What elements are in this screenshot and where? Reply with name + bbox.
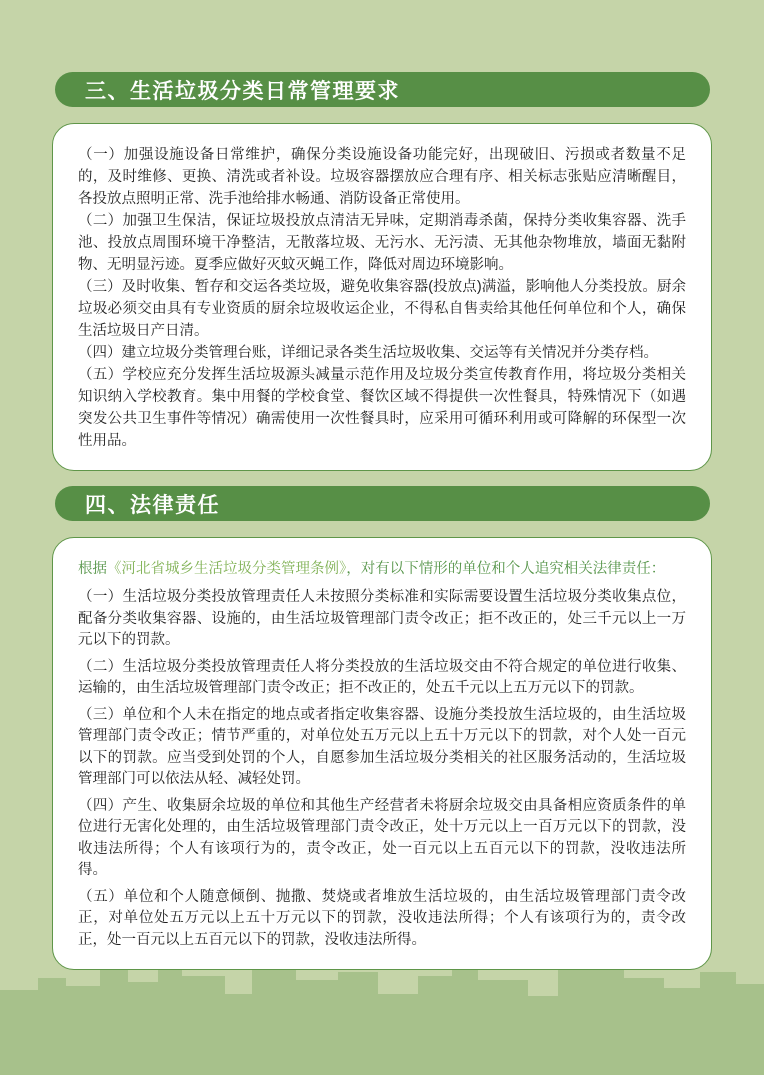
section-header-management <box>55 72 710 107</box>
management-card <box>52 123 712 471</box>
legal-paragraph-5: （五）单位和个人随意倾倒、抛撒、焚烧或者堆放生活垃圾的，由生活垃圾管理部门责令改正，对单位处五万元以上五十万元以下的罚款，没收违法所得；个人有该项行为的，责令改正，处一百元以上五百元以下的罚款，没收违法所得。 <box>78 888 686 948</box>
management-paragraph-3: （三）及时收集、暂存和交运各类垃圾，避免收集容器(投放点)满溢，影响他人分类投放。厨余垃圾必须交由具有专业资质的厨余垃圾收运企业，不得私自售卖给其他任何单位和个人，确保生活垃圾日产日清。 <box>78 279 686 339</box>
regulation-title: 《河北省城乡生活垃圾分类管理条例》 <box>107 561 347 577</box>
legal-card <box>52 537 712 970</box>
management-paragraph-5: （五）学校应充分发挥生活垃圾源头减量示范作用及垃圾分类宣传教育作用，将垃圾分类相关知识纳入学校教育。集中用餐的学校食堂、餐饮区域不得提供一次性餐具，特殊情况下（如遇突发公共卫生事件等情况）确需使用一次性餐具时，应采用可循环利用或可降解的环保型一次性用品。 <box>78 367 686 449</box>
legal-intro-prefix: 根据 <box>78 561 107 577</box>
legal-intro <box>78 558 686 581</box>
legal-paragraph-1: （一）生活垃圾分类投放管理责任人未按照分类标准和实际需要设置生活垃圾分类收集点位，配备分类收集容器、设施的，由生活垃圾管理部门责令改正；拒不改正的，处三千元以上一万元以下的罚款。 <box>78 589 686 648</box>
management-paragraph-2: （二）加强卫生保洁，保证垃圾投放点清洁无异味，定期消毒杀菌，保持分类收集容器、洗手池、投放点周围环境干净整洁，无散落垃圾、无污水、无污渍、无其他杂物堆放，墙面无黏附物、无明显污迹。夏季应做好灭蚊灭蝇工作，降低对周边环境影响。 <box>78 213 686 273</box>
legal-paragraph-4: （四）产生、收集厨余垃圾的单位和其他生产经营者未将厨余垃圾交由具备相应资质条件的单位进行无害化处理的，由生活垃圾管理部门责令改正，处十万元以上一百万元以下的罚款，没收违法所得；个人有该项行为的，责令改正，处一百元以上五百元以下的罚款，没收违法所得。 <box>78 797 686 878</box>
section-title-management: 三、生活垃圾分类日常管理要求 <box>85 79 400 103</box>
management-paragraph-1: （一）加强设施设备日常维护，确保分类设施设备功能完好，出现破旧、污损或者数量不足的，及时维修、更换、清洗或者补设。垃圾容器摆放应合理有序、相关标志张贴应清晰醒目，各投放点照明正常、洗手池给排水畅通、消防设备正常使用。 <box>78 147 686 207</box>
section-title-legal: 四、法律责任 <box>85 493 220 517</box>
legal-intro-suffix: ，对有以下情形的单位和个人追究相关法律责任： <box>346 561 666 577</box>
legal-paragraph-3: （三）单位和个人未在指定的地点或者指定收集容器、设施分类投放生活垃圾的，由生活垃圾管理部门责令改正；情节严重的，对单位处五万元以上五十万元以下的罚款，对个人处一百元以下的罚款。应当受到处罚的个人，自愿参加生活垃圾分类相关的社区服务活动的，生活垃圾管理部门可以依法从轻、减轻处罚。 <box>78 706 686 787</box>
legal-paragraph-2: （二）生活垃圾分类投放管理责任人将分类投放的生活垃圾交由不符合规定的单位进行收集、运输的，由生活垃圾管理部门责令改正；拒不改正的，处五千元以上五万元以下的罚款。 <box>78 658 686 696</box>
management-paragraph-4: （四）建立垃圾分类管理台账，详细记录各类生活垃圾收集、交运等有关情况并分类存档。 <box>78 345 658 361</box>
section-header-legal <box>55 486 710 521</box>
